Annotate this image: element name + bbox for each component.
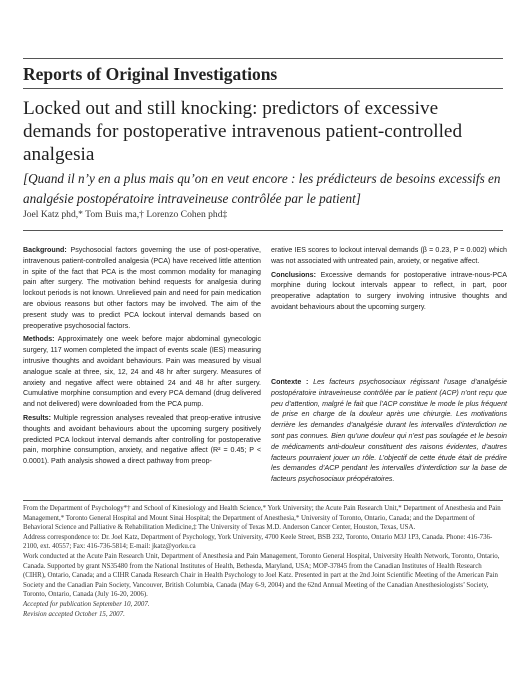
revision-note: Revision accepted October 15, 2007. <box>23 610 125 618</box>
abstract-top-rule <box>23 230 503 231</box>
footnotes <box>23 504 505 619</box>
contexte-label: Contexte : <box>271 378 309 386</box>
correspondence-note: Address correspondence to: Dr. Joel Katz, Department of Psychology, York University, 4700 Keele Street, BSB 232, Toronto, Ontario M3J 1P3, Canada. Phone: 416-736-2100, ext. 40557; Fax: 416-736-5814; E-mail: jkatz@yorku.ca <box>23 533 493 551</box>
contexte-text: Les facteurs psychosociaux régissant l’usage d’analgésie postopératoire intraveineuse contrôlée par le patient (ACP) n’ont reçu que peu d’attention, malgré le fait que l’ACP constitue le mode le plus fréquent de prise en charge de la douleur après une chirurgie. Les motivations derrière les demandes d’analgésie durant les intervalles d’interdiction ne sont pas connues. Bien qu’une douleur qui n’est pas soulagée et le besoin de médicaments anti-douleur constituent des raisons évidentes, d’autres facteurs pourraient jouer un rôle. L’objectif de cette étude était de prédire les demandes d’ACP pendant les intervalles d’interdiction sur la base de facteurs psychosociaux préopératoires. <box>271 378 507 484</box>
results-label: Results: <box>23 413 51 422</box>
conclusions-text: Excessive demands for postoperative intrave-nous-PCA morphine during lockout intervals appear to reflect, in part, poor preoperative adaptation to surgery involving intrusive thoughts and avoidant behaviours about the upcoming surgery. <box>271 270 507 311</box>
abstract-english-continued <box>271 245 507 316</box>
section-heading: Reports of Original Investigations <box>23 64 278 84</box>
results-text: Multiple regression analyses revealed that preop-erative intrusive thoughts and avoidant behaviours about the upcoming surgery positively predicted PCA lockout interval demands after controlling for postoperative pain, morphine consumption, anxiety, and negative affect (R² = 0.45; P < 0.0001). Path analysis showed a direct pathway from preop- <box>23 413 261 466</box>
top-rule <box>23 58 503 59</box>
background-label: Background: <box>23 246 67 254</box>
contexte-paragraph <box>271 377 507 485</box>
affiliation-note: From the Department of Psychology*† and School of Kinesiology and Health Science,* York University; the Acute Pain Research Unit,* Department of Anesthesia and Pain Management,* Toronto General Hospital and Mount Sinai Hospital; the Department of Anesthesia,* University of Toronto, Ontario, Canada; and the Department of Behavioral Science and Palliative & Rehabilitation Medicine,‡ The University of Texas M.D. Anderson Cancer Center, Houston, Texas, USA. <box>23 505 501 532</box>
french-title: [Quand il n’y en a plus mais qu’on en veut encore : les prédicteurs de besoins excessifs en analgésie postopératoire intraveineuse contrôlée par le patient] <box>23 171 501 206</box>
abstract-french-column <box>271 377 507 488</box>
accepted-note: Accepted for publication September 10, 2007. <box>23 600 150 608</box>
work-note: Work conducted at the Acute Pain Research Unit, Department of Anesthesia and Pain Management, Toronto General Hospital, University Health Network, Toronto, Ontario, Canada. Supported by grant NS35480 from the National Institutes of Health, Bethesda, Maryland, USA; MOP-37845 from the Canadian Institutes of Health Research (CIHR), Ontario, Canada; and a CIHR Canada Research Chair in Health Psychology to Joel Katz. Presented in part at the 2nd Joint Scientific Meeting of the American Pain Society and the Canadian Pain Society, Vancouver, British Columbia, Canada (May 6-9, 2004) and the 62nd Annual Meeting of the Canadian Anesthesiologists’ Society, Toronto, Ontario, Canada (July 16-20, 2006). <box>23 552 500 599</box>
results-continued: erative IES scores to lockout interval demands (β = 0.23, P = 0.002) which was not associated with untreated pain, anxiety, or negative affect. <box>271 246 507 265</box>
section-rule <box>23 88 503 89</box>
background-paragraph <box>23 245 261 331</box>
methods-paragraph <box>23 334 261 410</box>
background-text: Psychosocial factors governing the use of post-operative, intravenous patient-controlled analgesia (PCA) have received little attention in spite of the fact that PCA is the most common modality for managing pain after surgery. The motivation behind requests for analgesia during lockout periods is not known. Unrelieved pain and need for pain medication are obvious reasons but other factors may be involved. The aim of the present study was to predict PCA lockout interval demands based on preoperative psychosocial factors. <box>23 246 261 330</box>
footnote-rule <box>23 500 503 501</box>
article-title: Locked out and still knocking: predictors of excessive demands for postoperative intravenous patient-controlled analgesia <box>23 98 463 165</box>
methods-text: Approximately one week before major abdominal gynecologic surgery, 117 women completed the impact of events scale (IES) measuring intrusive thoughts and avoidant behaviours. Pain was measured by visual analogue scale at three, six, 12, 24 and 48 hr after surgery. Measures of anxiety and negative affect were obtained 24 and 48 hr after surgery. Cumulative morphine consumption and every PCA demand (drug delivered and not delivered) were downloaded from the PCA pump. <box>23 335 261 409</box>
conclusions-paragraph <box>271 270 507 313</box>
conclusions-label: Conclusions: <box>271 270 316 279</box>
methods-label: Methods: <box>23 335 55 344</box>
results-paragraph <box>23 413 261 467</box>
author-list: Joel Katz phd,* Tom Buis ma,† Lorenzo Cohen phd‡ <box>23 209 228 220</box>
abstract-english-column <box>23 245 261 470</box>
